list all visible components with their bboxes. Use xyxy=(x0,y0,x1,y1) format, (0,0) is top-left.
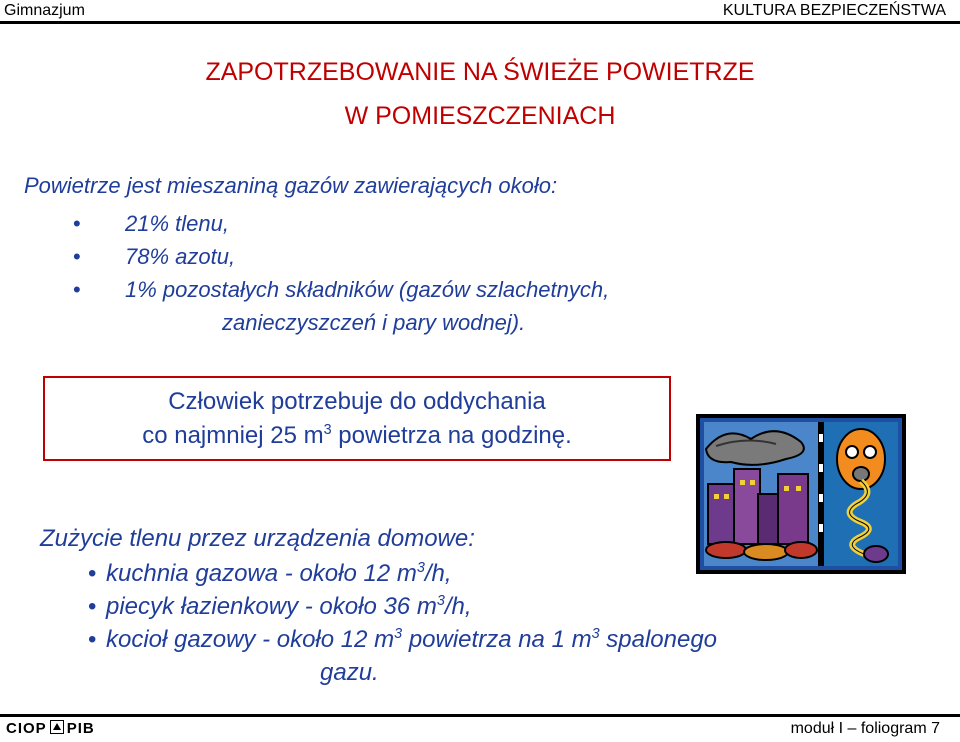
superscript: 3 xyxy=(591,626,600,642)
usage-title: Zużycie tlenu przez urządzenia domowe: xyxy=(40,525,475,552)
footer-rule xyxy=(0,714,960,717)
usage-text: spalonego xyxy=(599,626,718,653)
usage-text: /h, xyxy=(424,560,452,587)
bullet-icon: • xyxy=(73,244,81,269)
usage-text: kocioł gazowy - około 12 m xyxy=(106,626,395,653)
breathing-callout xyxy=(43,376,671,461)
header-left: Gimnazjum xyxy=(4,2,85,19)
bullet-icon: • xyxy=(73,277,81,302)
usage-item-water-heater xyxy=(88,593,472,621)
page-number: moduł I – foliogram 7 xyxy=(790,720,940,737)
callout-line-1: Człowiek potrzebuje do oddychania xyxy=(168,388,546,415)
callout-text: powietrza na godzinę. xyxy=(331,422,572,449)
composition-item-text: 1% pozostałych składników (gazów szlachetnych, xyxy=(125,277,610,302)
composition-item-text: 78% azotu, xyxy=(125,244,236,269)
callout-line-2 xyxy=(45,422,669,450)
logo-emblem-icon xyxy=(50,720,64,734)
usage-text: powietrza na 1 m xyxy=(402,626,592,653)
usage-text: piecyk łazienkowy - około 36 m xyxy=(106,593,437,620)
usage-continuation: gazu. xyxy=(320,659,379,686)
composition-item-text: 21% tlenu, xyxy=(125,211,229,236)
superscript: 3 xyxy=(436,593,445,609)
usage-item-gas-stove xyxy=(88,560,452,588)
superscript: 3 xyxy=(416,560,425,576)
logo-text-right: PIB xyxy=(66,720,95,737)
bullet-icon: • xyxy=(73,211,81,236)
header-rule xyxy=(0,21,960,24)
gas-mask-city-illustration xyxy=(696,414,906,574)
composition-continuation: zanieczyszczeń i pary wodnej). xyxy=(222,310,526,335)
header-right: KULTURA BEZPIECZEŃSTWA xyxy=(722,2,946,19)
usage-text: /h, xyxy=(444,593,472,620)
page-title-line-2: W POMIESZCZENIACH xyxy=(344,102,616,130)
ciop-pib-logo xyxy=(6,720,95,737)
superscript: 3 xyxy=(323,422,332,438)
callout-text: co najmniej 25 m xyxy=(142,422,324,449)
usage-text: kuchnia gazowa - około 12 m xyxy=(106,560,417,587)
logo-text-left: CIOP xyxy=(6,720,47,737)
composition-intro: Powietrze jest mieszaniną gazów zawierających około: xyxy=(24,173,558,198)
usage-item-gas-boiler xyxy=(88,626,718,654)
composition-item-nitrogen xyxy=(73,244,236,270)
composition-item-oxygen xyxy=(73,211,229,237)
page-title-line-1: ZAPOTRZEBOWANIE NA ŚWIEŻE POWIETRZE xyxy=(205,58,755,86)
bullet-icon: • xyxy=(88,626,97,653)
composition-item-other xyxy=(73,277,610,303)
bullet-icon: • xyxy=(88,560,97,587)
bullet-icon: • xyxy=(88,593,97,620)
superscript: 3 xyxy=(394,626,403,642)
